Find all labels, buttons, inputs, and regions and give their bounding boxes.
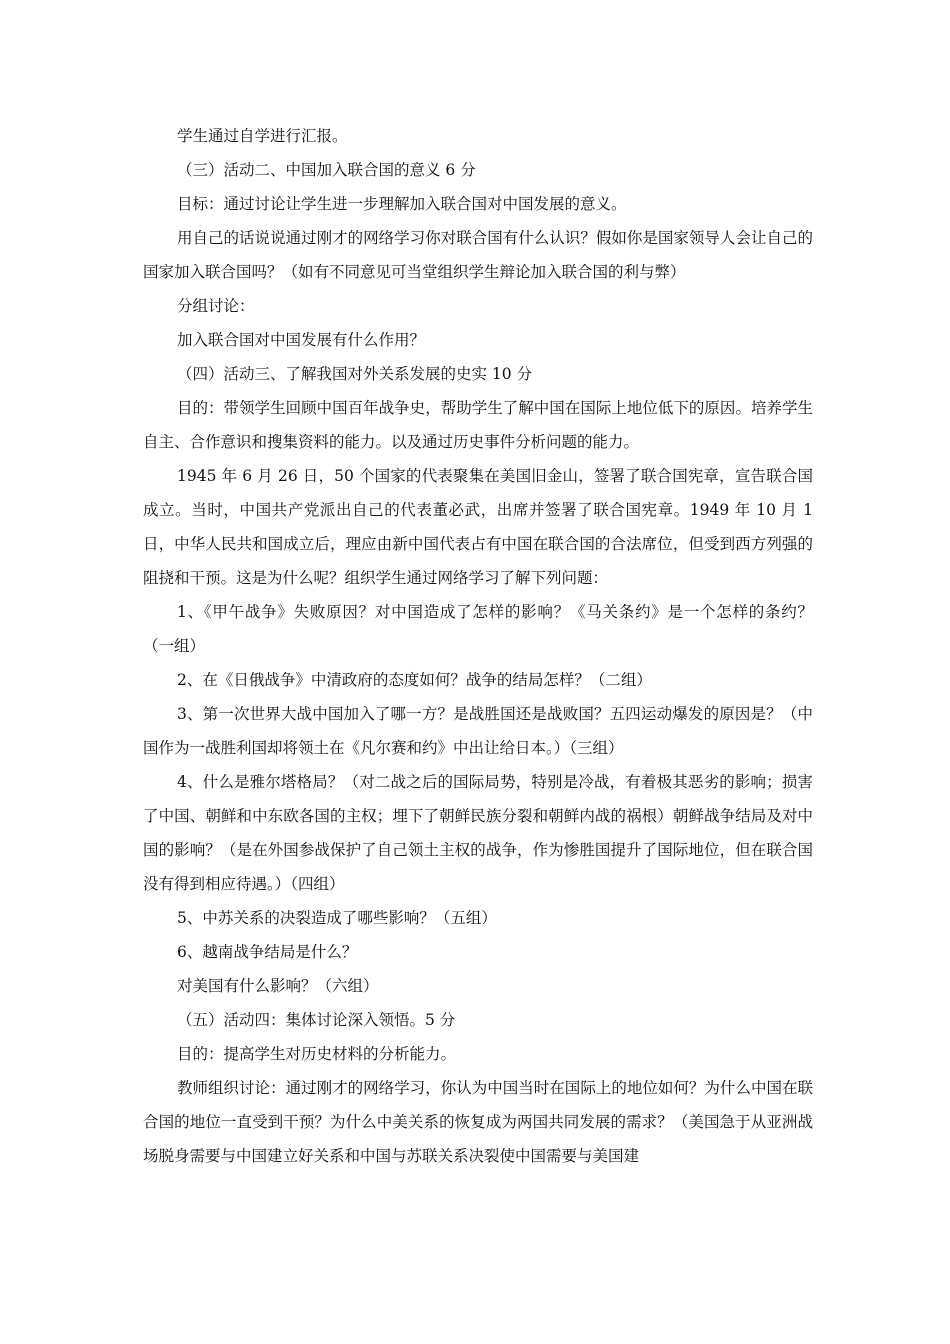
paragraph-purpose-analysis: 目的：提高学生对历史材料的分析能力。 (177, 1045, 457, 1063)
question-item-2: 2、在《日俄战争》中清政府的态度如何？战争的结局怎样？（二组） (177, 671, 652, 689)
paragraph-purpose-history: 目的：带领学生回顾中国百年战争史，帮助学生了解中国在国际上地位低下的原因。培养学生自主、合作意识和搜集资料的能力。以及通过历史事件分析问题的能力。 (143, 399, 813, 451)
heading-activity-four: （五）活动四：集体讨论深入领悟。5 分 (177, 1011, 456, 1029)
heading-activity-three: （四）活动三、了解我国对外关系发展的史实 10 分 (177, 365, 533, 383)
heading-activity-two: （三）活动二、中国加入联合国的意义 6 分 (177, 161, 476, 179)
question-item-6: 6、越南战争结局是什么？ (177, 943, 358, 961)
document-body (143, 119, 813, 1173)
paragraph-report: 学生通过自学进行汇报。 (177, 127, 348, 145)
paragraph-question-un: 用自己的话说说通过刚才的网络学习你对联合国有什么认识？假如你是国家领导人会让自己的国家加入联合国吗？（如有不同意见可当堂组织学生辩论加入联合国的利与弊） (143, 229, 813, 281)
paragraph-un-role: 加入联合国对中国发展有什么作用？ (177, 331, 426, 349)
paragraph-teacher-discussion: 教师组织讨论：通过刚才的网络学习，你认为中国当时在国际上的地位如何？为什么中国在联合国的地位一直受到干预？为什么中美关系的恢复成为两国共同发展的需求？（美国急于从亚洲战场脱身需要与中国建立好关系和中国与苏联关系决裂使中国需要与美国建 (143, 1079, 813, 1165)
paragraph-1945-history: 1945 年 6 月 26 日，50 个国家的代表聚集在美国旧金山，签署了联合国宪章，宣告联合国成立。当时，中国共产党派出自己的代表董必武，出席并签署了联合国宪章。1949 年 10 月 1 日，中华人民共和国成立后，理应由新中国代表占有中国在联合国的合法席位，但受到西方列强的阻挠和干预。这是为什么呢？组织学生通过网络学习了解下列问题： (143, 467, 813, 587)
question-item-6-followup: 对美国有什么影响？（六组） (177, 977, 379, 995)
question-item-1: 1、《甲午战争》失败原因？对中国造成了怎样的影响？《马关条约》是一个怎样的条约？（一组） (143, 603, 813, 655)
question-item-3: 3、第一次世界大战中国加入了哪一方？是战胜国还是战败国？五四运动爆发的原因是？（中国作为一战胜利国却将领土在《凡尔赛和约》中出让给日本。）（三组） (143, 705, 813, 757)
paragraph-group-discussion: 分组讨论： (177, 297, 255, 315)
question-item-5: 5、中苏关系的决裂造成了哪些影响？（五组） (177, 909, 497, 927)
question-item-4: 4、什么是雅尔塔格局？（对二战之后的国际局势，特别是冷战，有着极其恶劣的影响；损害了中国、朝鲜和中东欧各国的主权；埋下了朝鲜民族分裂和朝鲜内战的祸根）朝鲜战争结局及对中国的影响？（是在外国参战保护了自己领土主权的战争，作为惨胜国提升了国际地位，但在联合国没有得到相应待遇。）（四组） (143, 773, 813, 893)
paragraph-goal: 目标：通过讨论让学生进一步理解加入联合国对中国发展的意义。 (177, 195, 627, 213)
